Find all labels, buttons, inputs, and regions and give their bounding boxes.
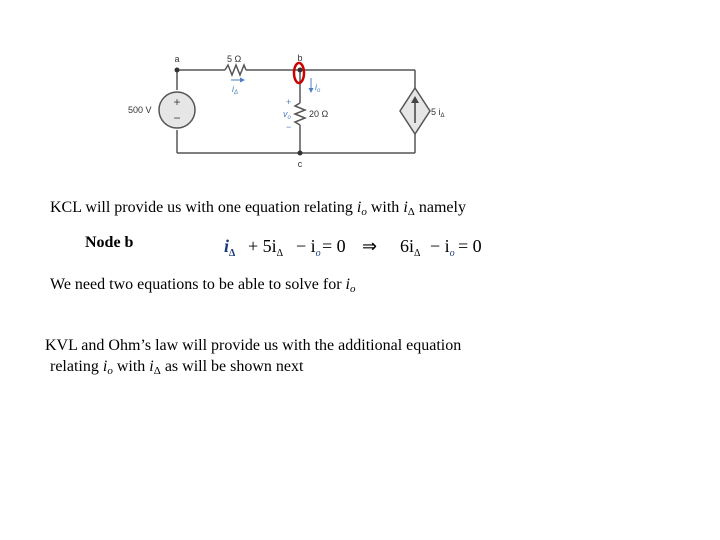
eq-equals-zero: = 0: [322, 236, 346, 256]
eq-minus-io: − $i_o$: [296, 236, 321, 259]
node-a-label: a: [174, 54, 180, 64]
source-plus: +: [173, 95, 181, 109]
resistor-20-ohm: [295, 103, 305, 125]
vo-plus: +: [286, 97, 292, 107]
node-b-label: b: [297, 53, 303, 63]
two-equations-sentence: We need two equations to be able to solve for $i_o$: [50, 276, 356, 295]
node-b-label-text: Node b: [85, 234, 134, 251]
relating-sentence: relating $i_o$ with $i_\Delta$ as will be shown next: [50, 358, 304, 377]
node-a-dot: [175, 68, 180, 73]
eq2-equals-zero: = 0: [458, 236, 482, 256]
kcl-sentence: KCL will provide us with one equation relating $i_o$ with $i_\Delta$ namely: [50, 199, 466, 218]
dep-source-label: 5 $i_\Delta$: [431, 107, 445, 119]
node-c-dot: [298, 151, 303, 156]
current-delta-label: $i_\Delta$: [232, 84, 239, 96]
source-label: 500 V: [128, 105, 152, 115]
circuit-diagram: [125, 48, 450, 173]
source-minus: −: [173, 111, 181, 125]
vo-label: $v_o$: [283, 109, 291, 121]
eq-i-delta: $i_\Delta$: [224, 236, 236, 259]
kcl-equation: [222, 232, 490, 262]
implies-arrow: ⇒: [362, 236, 378, 256]
eq-plus-5i: + $5i_\Delta$: [248, 236, 284, 259]
node-c-label: c: [297, 159, 303, 169]
r1-label: 5 Ω: [227, 54, 242, 64]
current-o-label: $i_o$: [315, 82, 321, 94]
r2-label: 20 Ω: [309, 109, 329, 119]
resistor-5-ohm: [225, 65, 246, 75]
node-b-highlight: [294, 63, 304, 83]
eq2-6i: $6i_\Delta$: [400, 236, 421, 259]
node-b-dot: [298, 68, 303, 73]
eq2-minus-io: − $i_o$: [430, 236, 455, 259]
kvl-sentence: KVL and Ohm’s law will provide us with the additional equation: [45, 337, 462, 354]
vo-minus: −: [286, 122, 292, 132]
